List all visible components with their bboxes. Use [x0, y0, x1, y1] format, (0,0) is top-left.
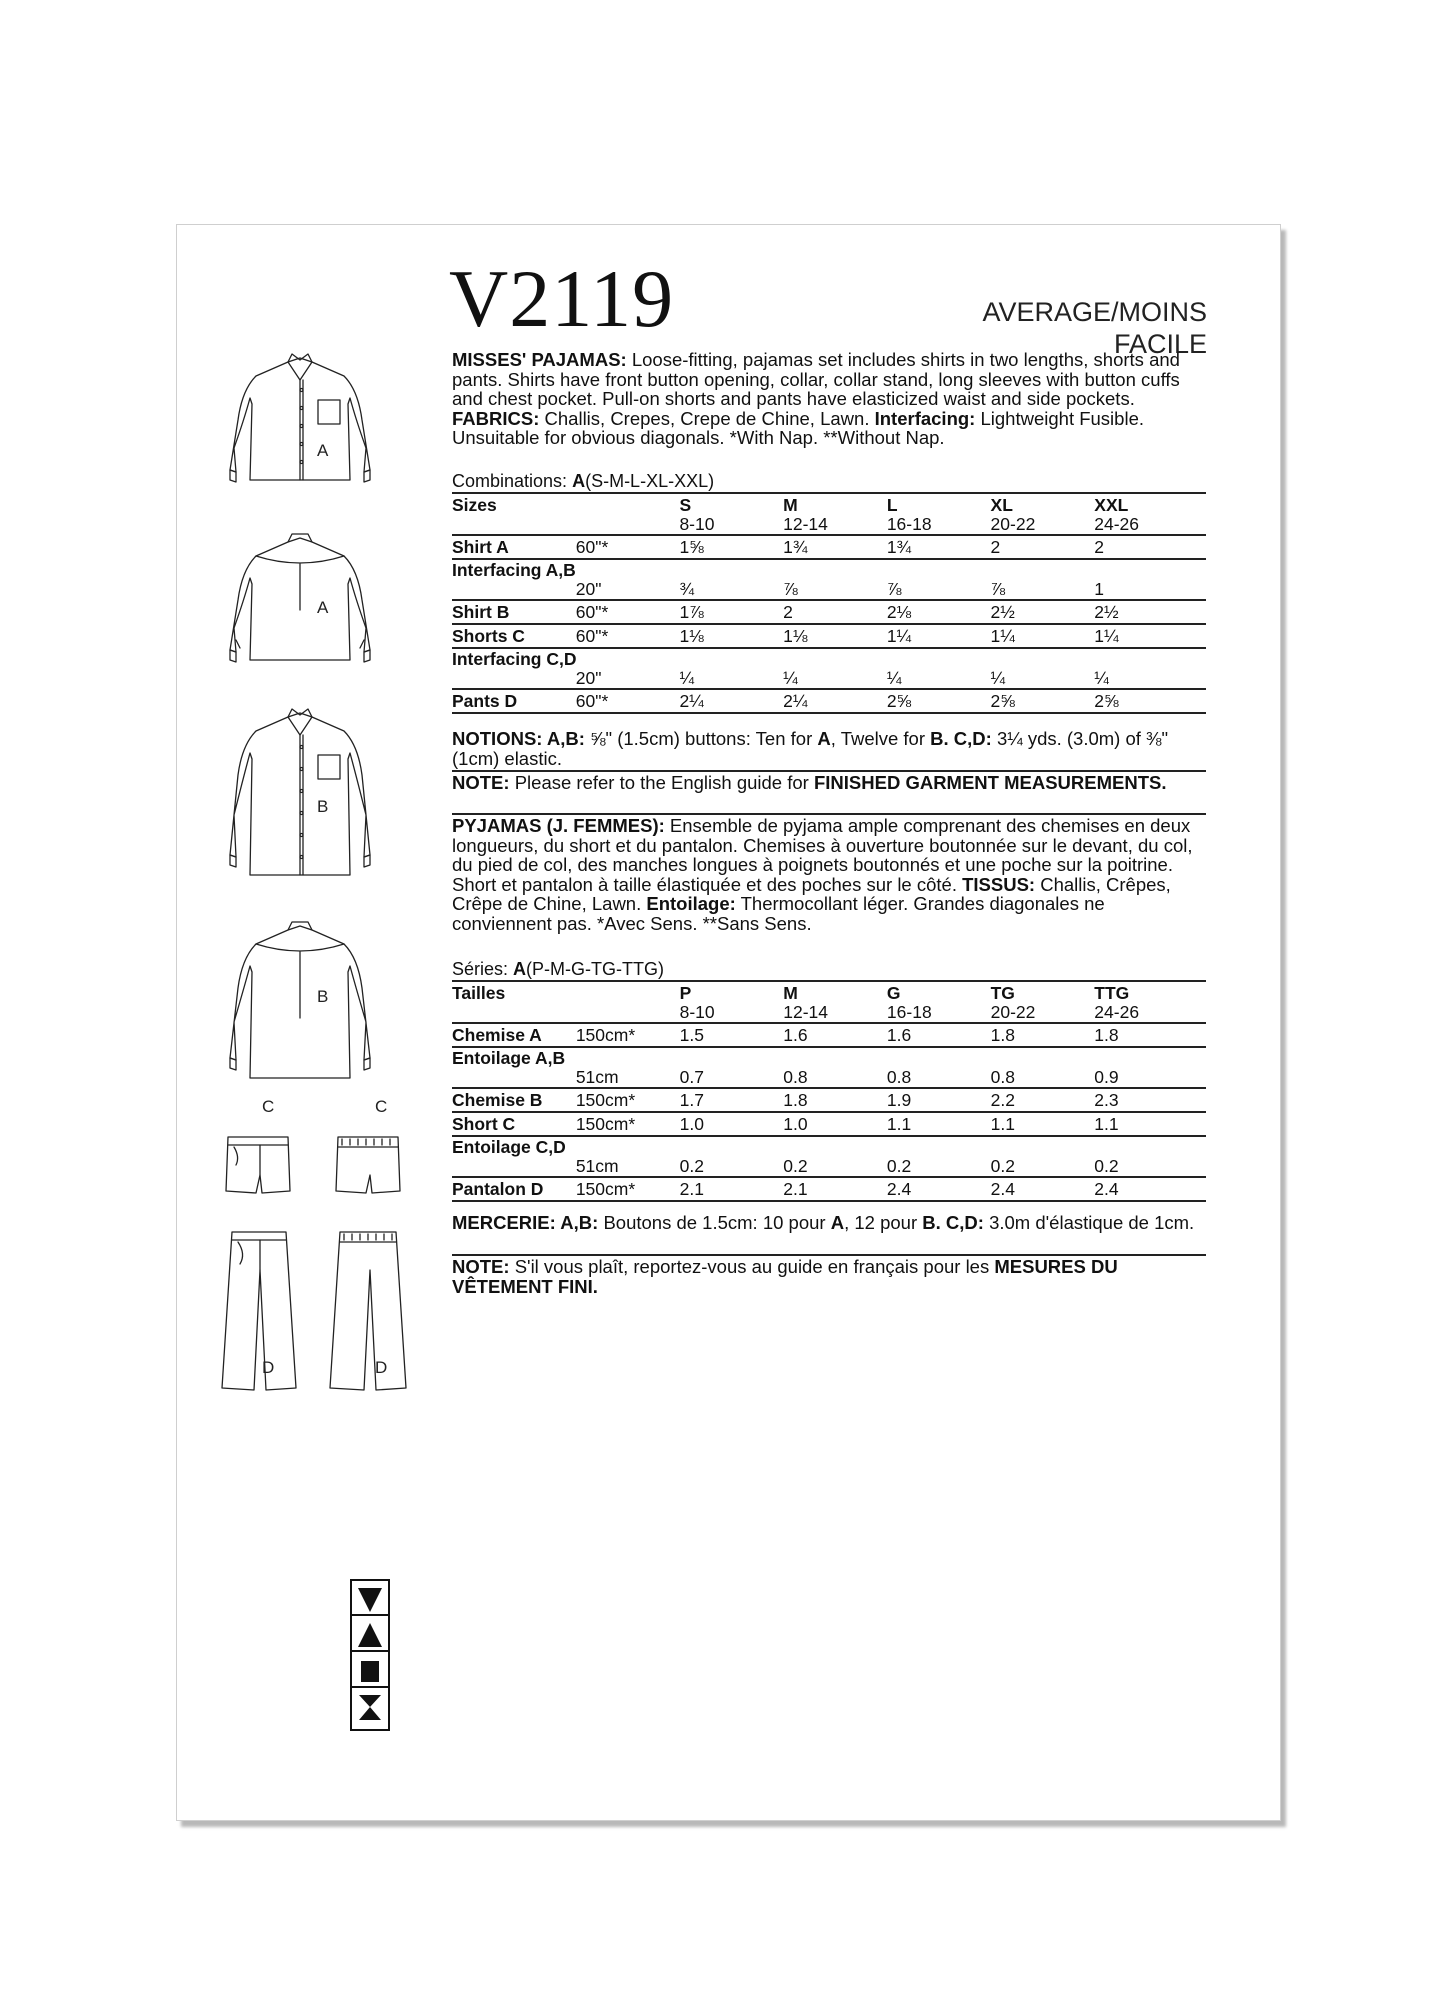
yardage-value: 1¾ — [886, 537, 912, 557]
yardage-value: 1⅞ — [679, 602, 704, 622]
notions-french — [452, 1213, 1207, 1233]
row-name: Interfacing A,B — [452, 560, 576, 580]
divider — [350, 1650, 390, 1652]
yardage-value: 2½ — [990, 602, 1015, 622]
yardage-row — [452, 559, 1206, 580]
row-name: Entoilage C,D — [452, 1137, 566, 1157]
description-title: MISSES' PAJAMAS: — [452, 349, 627, 370]
fabric-width: 60"* — [575, 691, 609, 711]
size-number: 24-26 — [1094, 1002, 1140, 1022]
notions-view: A — [817, 728, 831, 749]
pants-d-front-drawing — [222, 1232, 296, 1390]
combinations-label: Combinations: — [452, 471, 568, 491]
view-label: D — [375, 1358, 388, 1377]
yardage-value: 1⅛ — [679, 626, 704, 646]
fabrics-text: Challis, Crêpes, Crêpe de Chine, Lawn. — [452, 873, 1171, 915]
fabric-width: 60"* — [575, 537, 609, 557]
yardage-value: 2 — [783, 602, 793, 622]
difficulty-level: AVERAGE/MOINS FACILE — [982, 297, 1207, 359]
yardage-value: 2⅝ — [990, 691, 1015, 711]
yardage-row — [452, 624, 1206, 648]
yardage-row — [452, 600, 1206, 624]
description-title: PYJAMAS (J. FEMMES): — [452, 815, 665, 836]
yardage-row — [452, 1023, 1206, 1047]
sizes-label: Sizes — [452, 495, 497, 515]
combinations-code: A — [572, 471, 586, 491]
yardage-value: 1.6 — [783, 1025, 808, 1045]
view-label: C — [375, 1097, 388, 1116]
series-sizes: (P-M-G-TG-TTG) — [526, 959, 664, 979]
fabrics-label: FABRICS: — [452, 407, 540, 429]
yardage-value: 0.2 — [679, 1156, 704, 1176]
view-label: B — [317, 987, 329, 1006]
size-number: 24-26 — [1094, 514, 1140, 534]
size-header-row — [452, 981, 1206, 1003]
yardage-value: 2.1 — [679, 1179, 704, 1199]
yardage-value: 0.2 — [990, 1156, 1015, 1176]
yardage-value: 1.7 — [679, 1090, 704, 1110]
yardage-value: 1.0 — [783, 1114, 808, 1134]
note-french — [452, 1257, 1207, 1296]
sizes-label: Tailles — [452, 983, 506, 1003]
description-text: Loose-fitting, pajamas set includes shirts in two lengths, shorts and pants. Shirts have front button opening, collar, collar stand, long sleeves with button cuffs and chest pocket. Pull-on shorts and pants have elasticized waist and side pockets. — [452, 349, 1180, 410]
row-name: Interfacing C,D — [452, 649, 577, 669]
note-label: NOTE: — [452, 1256, 510, 1277]
size-letter: S — [679, 495, 692, 515]
yardage-value: 1¼ — [990, 626, 1015, 646]
size-header-row — [452, 493, 1206, 515]
yardage-value: 2.3 — [1094, 1090, 1119, 1110]
yardage-value: ¼ — [1094, 668, 1109, 688]
size-letter: XXL — [1094, 495, 1129, 515]
yardage-row — [452, 648, 1206, 669]
size-letter: TTG — [1094, 983, 1130, 1003]
yardage-value: 2⅝ — [1094, 691, 1119, 711]
series-label: Séries: — [452, 959, 509, 979]
yardage-value: ¼ — [679, 668, 695, 688]
yardage-value: 2⅛ — [886, 602, 912, 622]
fabric-width: 20" — [575, 579, 602, 599]
yardage-row-values — [452, 580, 1206, 600]
size-number: 16-18 — [886, 514, 932, 534]
note-english — [452, 773, 1207, 793]
yardage-value: ⅞ — [783, 579, 798, 599]
note-bold: MESURES DU VÊTEMENT FINI. — [452, 1256, 1118, 1297]
fabric-width: 150cm* — [575, 1025, 636, 1045]
note-bold: FINISHED GARMENT MEASUREMENTS. — [813, 772, 1167, 793]
yardage-value: 1¼ — [1094, 626, 1119, 646]
row-name: Short C — [452, 1114, 516, 1134]
yardage-value: 1 — [1094, 579, 1104, 599]
notions-text: 3.0m d'élastique de 1cm. — [989, 1212, 1195, 1233]
notions-text: , 12 pour — [844, 1212, 918, 1233]
divider — [350, 1686, 390, 1688]
yardage-value: 1.9 — [886, 1090, 912, 1110]
french-description — [452, 816, 1207, 934]
shorts-c-front-drawing — [226, 1137, 290, 1193]
fabric-width: 51cm — [575, 1156, 619, 1176]
note-label: NOTE: — [452, 772, 510, 793]
yardage-chart-french — [452, 980, 1206, 1202]
notions-view: B. C,D: — [922, 1212, 984, 1233]
yardage-value: ¼ — [886, 668, 902, 688]
square-icon — [354, 1655, 386, 1688]
yardage-value: 0.2 — [886, 1156, 912, 1176]
size-letter: XL — [990, 495, 1013, 515]
yardage-row — [452, 535, 1206, 559]
size-number: 12-14 — [783, 514, 828, 534]
interfacing-label: Interfacing: — [874, 407, 976, 429]
yardage-value: 1.8 — [783, 1090, 808, 1110]
fabric-width: 150cm* — [575, 1179, 636, 1199]
yardage-value: 2.2 — [990, 1090, 1015, 1110]
notions-text: 3¼ yds. (3.0m) of ⅜" (1cm) elastic. — [452, 728, 1169, 769]
size-number: 16-18 — [886, 1002, 932, 1022]
note-text: S'il vous plaît, reportez-vous au guide en français pour les — [514, 1256, 990, 1277]
note-text: Please refer to the English guide for — [514, 772, 809, 793]
notions-english — [452, 729, 1207, 768]
row-name: Shirt B — [452, 602, 510, 622]
size-letter: G — [886, 983, 901, 1003]
yardage-value: 2½ — [1094, 602, 1119, 622]
row-name: Pants D — [452, 691, 518, 711]
yardage-value: 0.8 — [783, 1067, 808, 1087]
yardage-value: 0.2 — [1094, 1156, 1119, 1176]
yardage-value: 2.4 — [886, 1179, 912, 1199]
size-number: 8-10 — [679, 514, 715, 534]
fabric-width: 150cm* — [575, 1090, 636, 1110]
interfacing-label: Entoilage: — [646, 893, 736, 915]
view-label: B — [317, 797, 329, 816]
yardage-row — [452, 1047, 1206, 1068]
english-description — [452, 350, 1207, 448]
yardage-value: 1.8 — [990, 1025, 1015, 1045]
series-line — [452, 959, 664, 979]
yardage-value: 1⅛ — [783, 626, 808, 646]
view-label: C — [262, 1097, 275, 1116]
fabric-width: 150cm* — [575, 1114, 636, 1134]
yardage-value: ⅞ — [886, 579, 902, 599]
yardage-value: 0.8 — [990, 1067, 1015, 1087]
notions-text: , Twelve for — [830, 728, 926, 749]
notions-label: MERCERIE: A,B: — [452, 1212, 599, 1233]
yardage-value: 2.4 — [990, 1179, 1015, 1199]
yardage-row — [452, 1112, 1206, 1136]
yardage-row — [452, 1177, 1206, 1201]
fabric-width: 20" — [575, 668, 602, 688]
pattern-symbol-key — [350, 1579, 390, 1731]
row-name: Pantalon D — [452, 1179, 544, 1199]
description-text: Ensemble de pyjama ample comprenant des chemises en deux longueurs, du short et du pantalon. Chemises à ouverture boutonnée sur le devant, du col, du pied de col, des manches longues à poignets boutonnés et une poche sur la poitrine. Short et pantalon à taille élastiquée et des poches sur le côté. — [452, 815, 1193, 895]
size-number-row — [452, 515, 1206, 535]
yardage-value: 1.5 — [679, 1025, 704, 1045]
yardage-value: 0.2 — [783, 1156, 808, 1176]
size-letter: L — [886, 495, 898, 515]
yardage-value: 2.4 — [1094, 1179, 1119, 1199]
yardage-value: 1.1 — [886, 1114, 912, 1134]
row-name: Entoilage A,B — [452, 1048, 566, 1068]
interfacing-text: Thermocollant léger. Grandes diagonales ne conviennent pas. *Avec Sens. **Sans Sens. — [452, 893, 1105, 934]
yardage-row — [452, 689, 1206, 713]
size-number: 20-22 — [990, 1002, 1036, 1022]
yardage-row-values — [452, 669, 1206, 689]
row-name: Chemise A — [452, 1025, 542, 1045]
yardage-value: 1¾ — [783, 537, 808, 557]
yardage-value: 1.1 — [990, 1114, 1015, 1134]
fabrics-label: TISSUS: — [962, 873, 1036, 895]
notions-view: A — [830, 1212, 845, 1233]
size-number: 20-22 — [990, 514, 1036, 534]
fabric-width: 51cm — [575, 1067, 619, 1087]
pants-d-back-drawing — [330, 1232, 406, 1390]
yardage-value: ⅞ — [990, 579, 1006, 599]
series-code: A — [513, 959, 527, 979]
row-name: Shirt A — [452, 537, 509, 557]
yardage-value: 1.8 — [1094, 1025, 1119, 1045]
yardage-value: ¾ — [679, 579, 695, 599]
yardage-value: 2¼ — [783, 691, 808, 711]
fabric-width: 60"* — [575, 602, 609, 622]
shirt-b-back-drawing — [230, 922, 370, 1078]
yardage-value: 0.9 — [1094, 1067, 1119, 1087]
combinations-sizes: (S-M-L-XL-XXL) — [585, 471, 715, 491]
notions-view: B. C,D: — [930, 728, 992, 749]
view-label: D — [262, 1358, 275, 1377]
row-name: Chemise B — [452, 1090, 543, 1110]
size-letter: TG — [990, 983, 1015, 1003]
shirt-b-front-drawing — [230, 709, 370, 875]
combinations-line — [452, 471, 714, 491]
view-label: A — [317, 441, 329, 460]
yardage-chart-english — [452, 492, 1206, 714]
yardage-value: 1.0 — [679, 1114, 704, 1134]
yardage-value: 1.1 — [1094, 1114, 1119, 1134]
fabrics-text: Challis, Crepes, Crepe de Chine, Lawn. — [544, 407, 870, 429]
yardage-value: 0.8 — [886, 1067, 912, 1087]
size-number: 12-14 — [783, 1002, 828, 1022]
pattern-number: V2119 — [449, 253, 675, 344]
yardage-value: 1¼ — [886, 626, 912, 646]
up-triangle-icon — [354, 1619, 386, 1652]
yardage-row-values — [452, 1157, 1206, 1177]
row-name: Shorts C — [452, 626, 525, 646]
yardage-value: 2⅝ — [886, 691, 912, 711]
shirt-a-front-drawing — [230, 354, 370, 482]
yardage-row — [452, 1136, 1206, 1157]
yardage-value: 2¼ — [679, 691, 704, 711]
interfacing-text: Lightweight Fusible. Unsuitable for obvious diagonals. *With Nap. **Without Nap. — [452, 407, 1144, 449]
yardage-value: ¼ — [783, 668, 798, 688]
notions-text: Boutons de 1.5cm: 10 pour — [603, 1212, 826, 1233]
shorts-c-back-drawing — [336, 1137, 400, 1193]
yardage-value: 1⅝ — [679, 537, 704, 557]
yardage-row — [452, 1088, 1206, 1112]
notions-label: NOTIONS: A,B: — [452, 728, 585, 749]
yardage-value: 1.6 — [886, 1025, 912, 1045]
hourglass-icon — [354, 1691, 386, 1724]
yardage-value: 2 — [1094, 537, 1104, 557]
size-letter: M — [783, 983, 798, 1003]
divider — [350, 1614, 390, 1616]
yardage-value: 2.1 — [783, 1179, 808, 1199]
yardage-value: ¼ — [990, 668, 1006, 688]
size-letter: P — [679, 983, 692, 1003]
down-triangle-icon — [354, 1583, 386, 1616]
size-letter: M — [783, 495, 798, 515]
yardage-value: 2 — [990, 537, 1001, 557]
notions-text: ⅝" (1.5cm) buttons: Ten for — [590, 728, 813, 749]
view-label: A — [317, 598, 329, 617]
size-number-row — [452, 1003, 1206, 1023]
yardage-row-values — [452, 1068, 1206, 1088]
yardage-value: 0.7 — [679, 1067, 704, 1087]
size-number: 8-10 — [679, 1002, 715, 1022]
technical-drawings — [200, 350, 450, 1400]
fabric-width: 60"* — [575, 626, 609, 646]
shirt-a-back-drawing — [230, 534, 370, 662]
